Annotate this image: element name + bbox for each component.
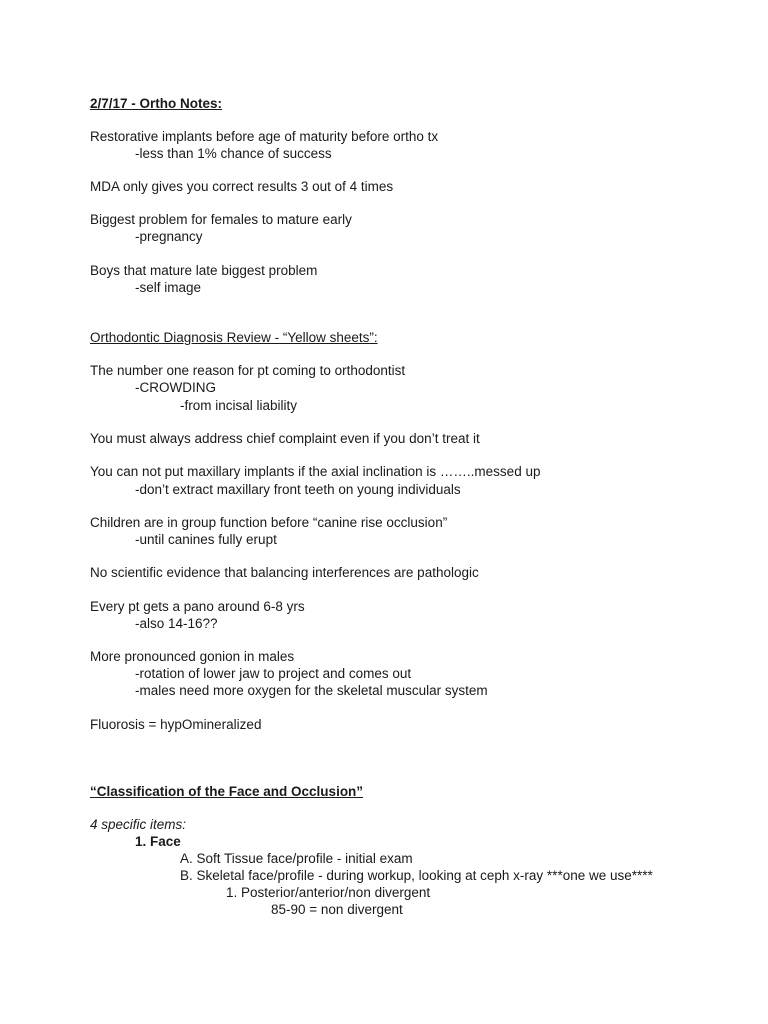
note-line: No scientific evidence that balancing interferences are pathologic — [90, 565, 479, 580]
note-subline: -rotation of lower jaw to project and comes out — [135, 666, 412, 681]
note-subline: -don’t extract maxillary front teeth on young individuals — [135, 482, 461, 497]
section-heading: Orthodontic Diagnosis Review - “Yellow sheets”: — [90, 330, 378, 345]
note-subline: -pregnancy — [135, 229, 203, 244]
note-subline: -less than 1% chance of success — [135, 146, 332, 161]
note-subline: -self image — [135, 280, 202, 295]
note-subline: -until canines fully erupt — [135, 532, 277, 547]
subheading: 4 specific items: — [90, 817, 187, 832]
note-line: You can not put maxillary implants if the axial inclination is ……..messed up — [90, 464, 541, 479]
note-line: Fluorosis = hypOmineralized — [90, 717, 262, 732]
note-subline: -males need more oxygen for the skeletal muscular system — [135, 683, 488, 698]
note-line: More pronounced gonion in males — [90, 649, 295, 664]
note-line: Restorative implants before age of maturity before ortho tx — [90, 129, 439, 144]
outline-item: 1. Posterior/anterior/non divergent — [226, 885, 431, 900]
outline-item: 85-90 = non divergent — [271, 902, 403, 917]
outline-item: A. Soft Tissue face/profile - initial exam — [180, 851, 413, 866]
note-subsubline: -from incisal liability — [180, 398, 298, 413]
note-subline: -CROWDING — [135, 380, 216, 395]
note-line: Every pt gets a pano around 6-8 yrs — [90, 599, 305, 614]
outline-item: B. Skeletal face/profile - during workup, looking at ceph x-ray ***one we use**** — [180, 868, 653, 883]
outline-item: 1. Face — [135, 834, 181, 849]
note-line: Children are in group function before “canine rise occlusion” — [90, 515, 448, 530]
note-line: MDA only gives you correct results 3 out of 4 times — [90, 179, 394, 194]
page-title: 2/7/17 - Ortho Notes: — [90, 96, 223, 111]
note-subline: -also 14-16?? — [135, 616, 218, 631]
note-line: The number one reason for pt coming to orthodontist — [90, 363, 406, 378]
note-line: Biggest problem for females to mature early — [90, 212, 352, 227]
note-line: Boys that mature late biggest problem — [90, 263, 318, 278]
section-heading: “Classification of the Face and Occlusion” — [90, 784, 364, 799]
note-line: You must always address chief complaint even if you don’t treat it — [90, 431, 480, 446]
